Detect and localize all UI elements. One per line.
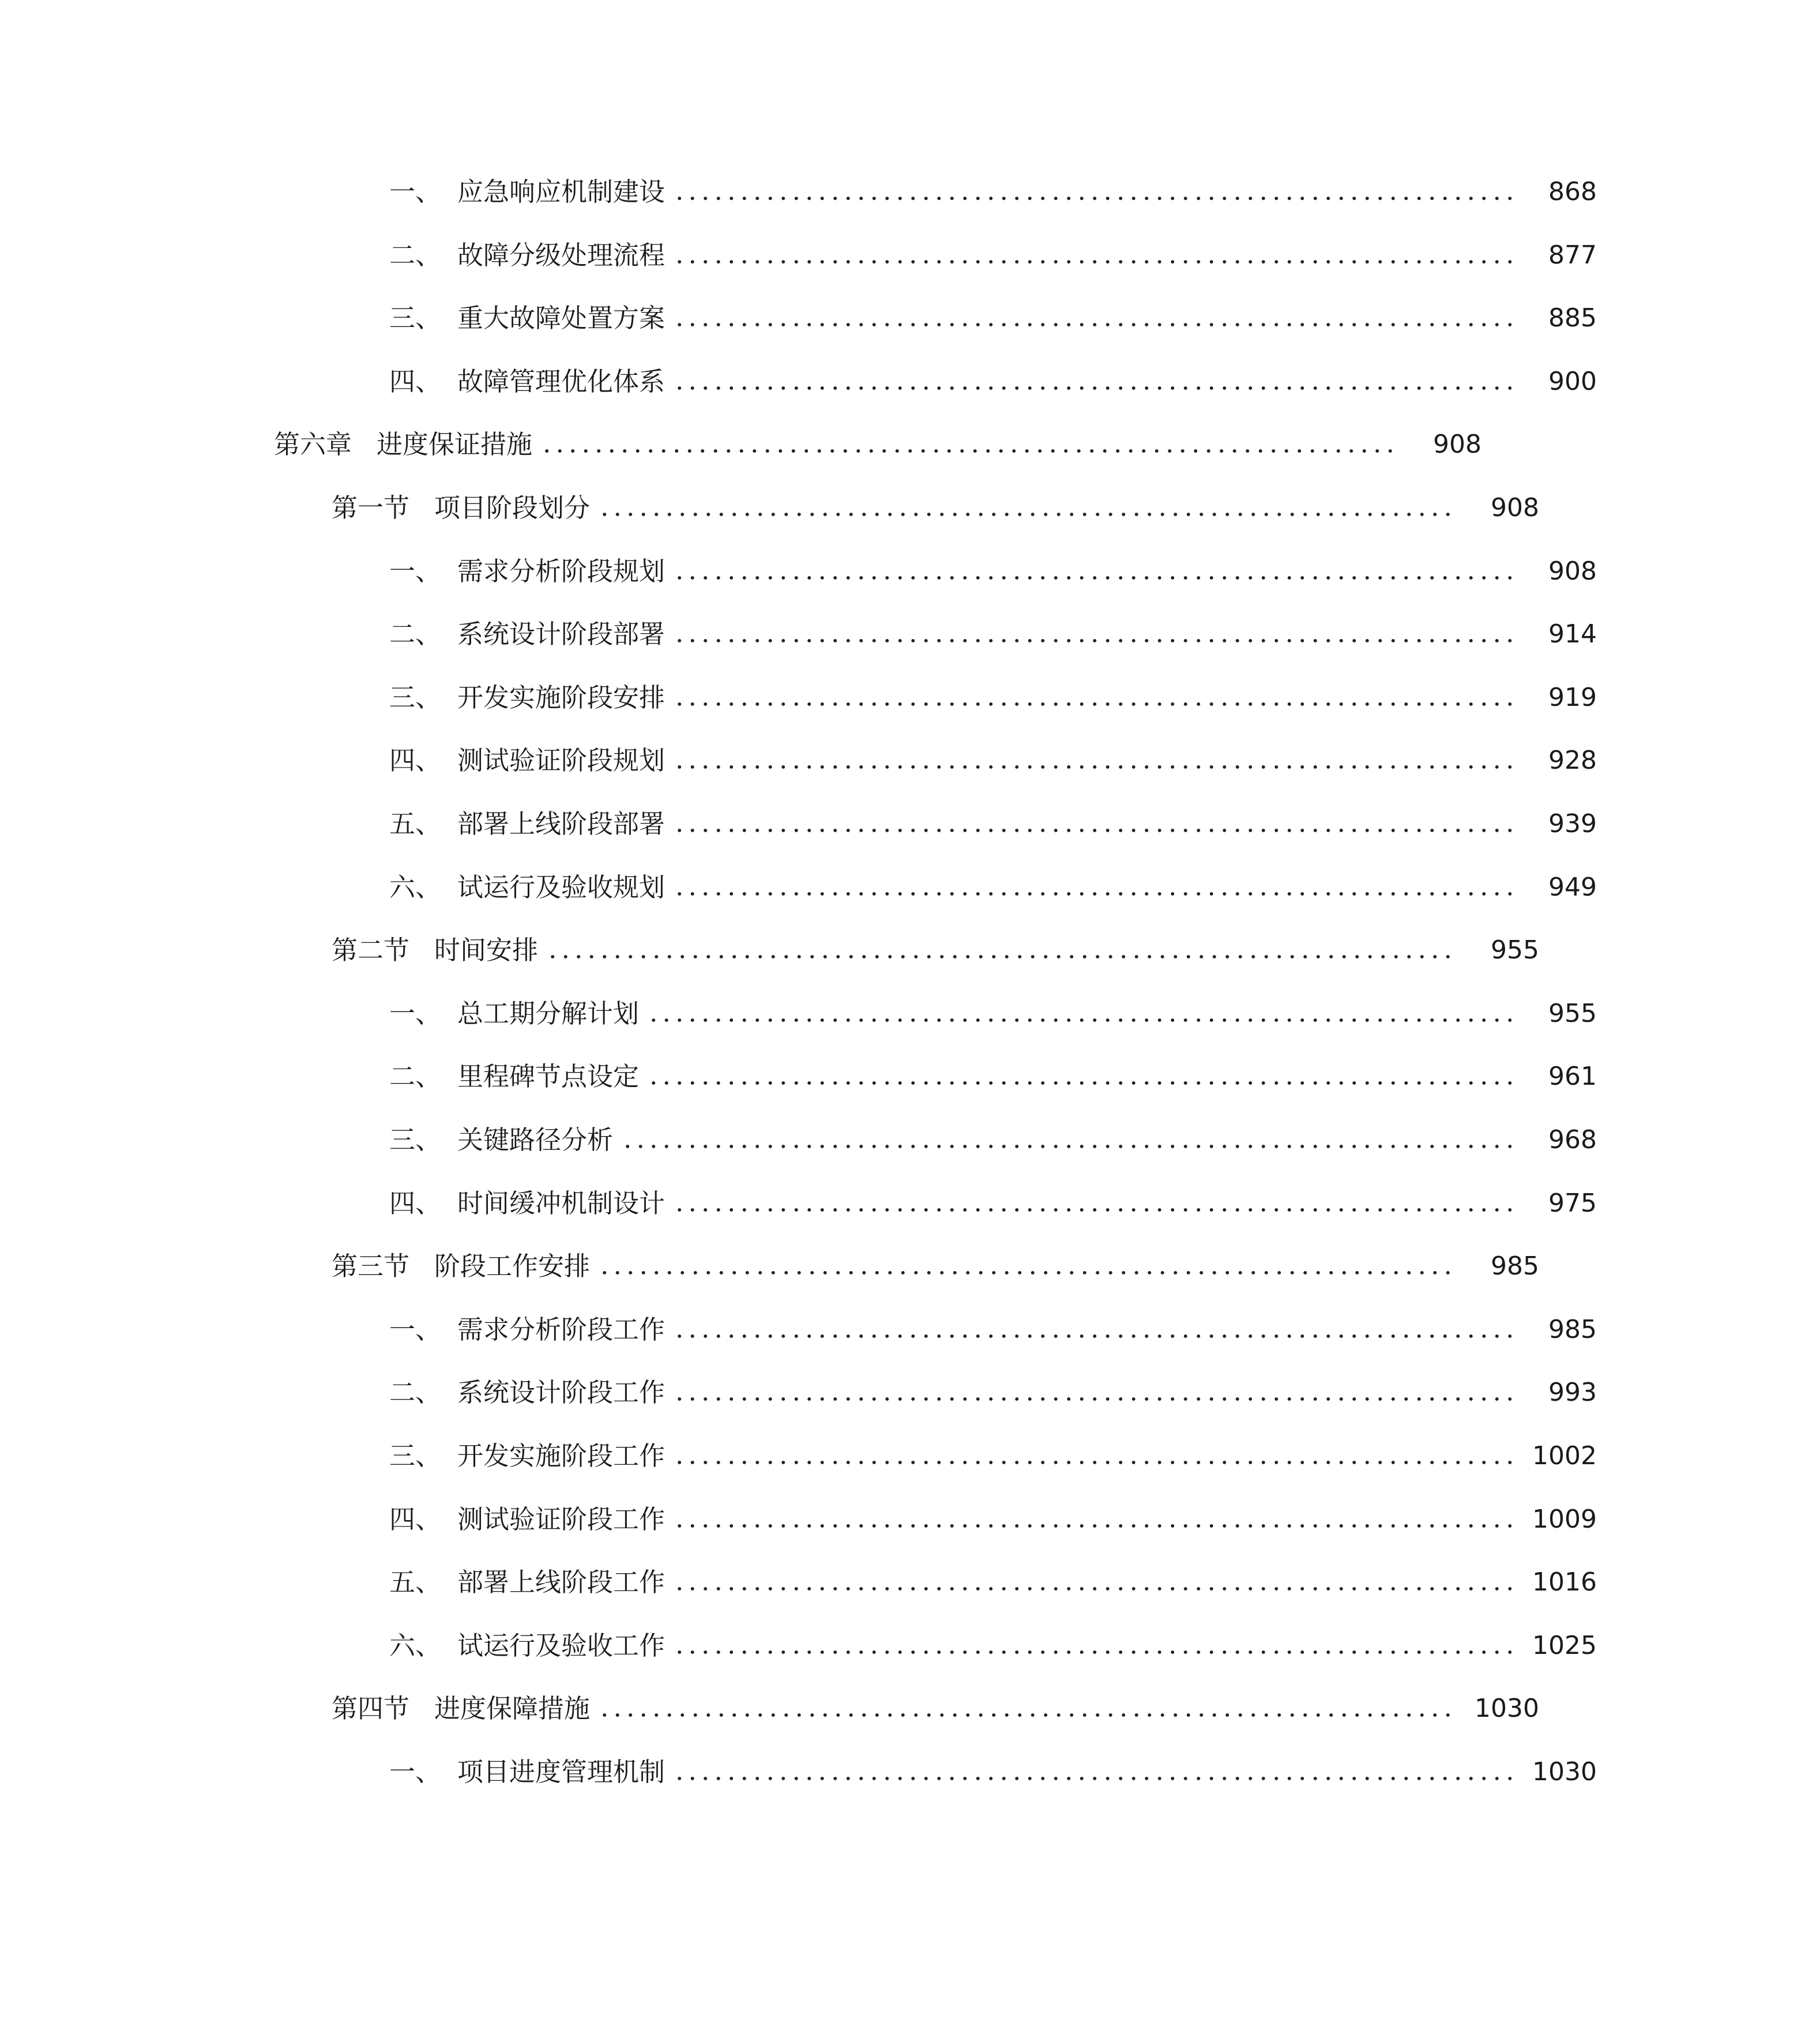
toc-entry-title: 故障分级处理流程 — [457, 240, 665, 270]
dot-leader — [598, 1712, 1459, 1718]
toc-entry-label — [389, 232, 665, 279]
toc-subsection-entry[interactable] — [0, 1749, 1820, 1795]
toc-page-number: 919 — [1548, 683, 1597, 712]
toc-entry-number: 三、 — [389, 1441, 442, 1471]
toc-entry-title: 测试验证阶段规划 — [457, 745, 665, 776]
toc-subsection-entry[interactable] — [0, 295, 1820, 341]
dot-leader — [673, 385, 1517, 391]
toc-page-number: 1016 — [1532, 1567, 1597, 1597]
toc-entry-label — [389, 991, 639, 1037]
dot-leader — [673, 638, 1517, 644]
toc-entry-label — [389, 295, 665, 341]
toc-entry-number: 四、 — [389, 1188, 442, 1219]
toc-subsection-entry[interactable] — [0, 1559, 1820, 1605]
toc-page-number: 900 — [1548, 367, 1597, 396]
toc-section-entry[interactable] — [0, 485, 1762, 531]
toc-entry-number: 六、 — [389, 1630, 442, 1661]
toc-entry-label — [274, 422, 532, 468]
toc-page-number: 955 — [1548, 999, 1597, 1028]
toc-entry-title: 部署上线阶段部署 — [457, 809, 665, 839]
toc-page-number: 985 — [1491, 1251, 1539, 1281]
toc-entry-number: 第二节 — [332, 935, 410, 965]
toc-entry-number: 一、 — [389, 556, 442, 586]
toc-page-number: 908 — [1433, 430, 1481, 459]
toc-entry-label — [332, 1243, 590, 1289]
toc-entry-title: 里程碑节点设定 — [457, 1061, 640, 1092]
dot-leader — [673, 1776, 1517, 1781]
toc-entry-number: 一、 — [389, 998, 442, 1029]
toc-entry-number: 五、 — [389, 1567, 442, 1597]
toc-entry-title: 时间缓冲机制设计 — [457, 1188, 665, 1219]
toc-entry-number: 六、 — [389, 872, 442, 903]
toc-page-number: 975 — [1548, 1189, 1597, 1218]
toc-entry-number: 第一节 — [332, 492, 410, 523]
toc-entry-number: 三、 — [389, 1125, 442, 1155]
toc-entry-label — [389, 675, 665, 721]
toc-entry-title: 系统设计阶段工作 — [457, 1377, 665, 1408]
dot-leader — [673, 1460, 1517, 1465]
toc-entry-title: 开发实施阶段工作 — [457, 1441, 665, 1471]
toc-entry-label — [389, 548, 665, 595]
toc-entry-title: 部署上线阶段工作 — [457, 1567, 665, 1597]
dot-leader — [647, 1080, 1517, 1086]
toc-subsection-entry[interactable] — [0, 801, 1820, 847]
toc-subsection-entry[interactable] — [0, 359, 1820, 405]
toc-entry-label — [389, 1433, 665, 1479]
toc-page-number: 1030 — [1532, 1757, 1597, 1787]
toc-entry-number: 五、 — [389, 809, 442, 839]
toc-page-number: 885 — [1548, 303, 1597, 333]
dot-leader — [673, 764, 1517, 770]
toc-entry-number: 三、 — [389, 682, 442, 713]
toc-subsection-entry[interactable] — [0, 1054, 1820, 1100]
dot-leader — [647, 1017, 1517, 1023]
dot-leader — [673, 891, 1517, 897]
toc-page-number: 1025 — [1532, 1631, 1597, 1660]
toc-entry-label — [389, 1370, 665, 1416]
toc-page-number: 877 — [1548, 240, 1597, 270]
toc-subsection-entry[interactable] — [0, 1180, 1820, 1227]
toc-entry-title: 关键路径分析 — [457, 1125, 614, 1155]
toc-entry-number: 二、 — [389, 1061, 442, 1092]
toc-page-number: 955 — [1491, 935, 1539, 965]
toc-entry-title: 系统设计阶段部署 — [457, 619, 665, 649]
toc-entry-title: 项目阶段划分 — [434, 492, 591, 523]
toc-section-entry[interactable] — [0, 1686, 1762, 1732]
dot-leader — [673, 701, 1517, 707]
toc-entry-number: 一、 — [389, 1314, 442, 1345]
toc-subsection-entry[interactable] — [0, 1496, 1820, 1543]
toc-section-entry[interactable] — [0, 1243, 1762, 1289]
toc-entry-label — [389, 1307, 665, 1353]
toc-entry-title: 时间安排 — [434, 935, 539, 965]
dot-leader — [598, 1270, 1459, 1276]
toc-entry-label — [389, 359, 665, 405]
toc-entry-number: 一、 — [389, 176, 442, 207]
toc-entry-label — [389, 738, 665, 784]
toc-page-number: 939 — [1548, 809, 1597, 838]
toc-section-entry[interactable] — [0, 927, 1762, 973]
toc-entry-title: 需求分析阶段工作 — [457, 1314, 665, 1345]
toc-entry-label — [332, 1686, 590, 1732]
toc-entry-title: 测试验证阶段工作 — [457, 1504, 665, 1535]
toc-entry-number: 二、 — [389, 619, 442, 649]
toc-entry-title: 重大故障处置方案 — [457, 303, 665, 333]
toc-subsection-entry[interactable] — [0, 675, 1820, 721]
toc-entry-label — [389, 1496, 665, 1543]
dot-leader — [673, 1333, 1517, 1339]
dot-leader — [673, 1396, 1517, 1402]
toc-page-number: 908 — [1548, 556, 1597, 586]
toc-entry-title: 故障管理优化体系 — [457, 366, 665, 397]
dot-leader — [673, 259, 1517, 265]
dot-leader — [673, 1586, 1517, 1592]
toc-subsection-entry[interactable] — [0, 1370, 1820, 1416]
toc-entry-title: 阶段工作安排 — [434, 1251, 591, 1281]
toc-entry-label — [389, 1180, 665, 1227]
toc-entry-label — [389, 1749, 665, 1795]
toc-entry-label — [389, 169, 665, 215]
toc-entry-number: 四、 — [389, 366, 442, 397]
toc-page-number: 908 — [1491, 493, 1539, 522]
dot-leader — [673, 575, 1517, 581]
toc-entry-title: 试运行及验收规划 — [457, 872, 665, 903]
toc-page-number: 949 — [1548, 873, 1597, 902]
dot-leader — [598, 512, 1459, 517]
toc-entry-title: 项目进度管理机制 — [457, 1757, 665, 1787]
toc-entry-number: 第六章 — [274, 429, 352, 460]
toc-subsection-entry[interactable] — [0, 1307, 1820, 1353]
toc-entry-label — [389, 801, 665, 847]
toc-entry-number: 第三节 — [332, 1251, 410, 1281]
dot-leader — [673, 1523, 1517, 1529]
toc-subsection-entry[interactable] — [0, 738, 1820, 784]
toc-entry-title: 进度保证措施 — [377, 429, 533, 460]
dot-leader — [673, 1207, 1517, 1213]
toc-entry-title: 开发实施阶段安排 — [457, 682, 665, 713]
toc-subsection-entry[interactable] — [0, 611, 1820, 657]
toc-page-number: 914 — [1548, 619, 1597, 649]
toc-entry-title: 总工期分解计划 — [457, 998, 640, 1029]
dot-leader — [621, 1144, 1517, 1149]
toc-entry-title: 需求分析阶段规划 — [457, 556, 665, 586]
toc-subsection-entry[interactable] — [0, 1623, 1820, 1669]
dot-leader — [673, 195, 1517, 201]
toc-entry-label — [389, 1054, 639, 1100]
dot-leader — [673, 322, 1517, 328]
toc-page-number: 968 — [1548, 1125, 1597, 1155]
toc-page-number: 928 — [1548, 746, 1597, 775]
dot-leader — [673, 1649, 1517, 1655]
toc-entry-title: 应急响应机制建设 — [457, 176, 665, 207]
toc-entry-label — [389, 1623, 665, 1669]
toc-entry-number: 二、 — [389, 1377, 442, 1408]
toc-page-number: 993 — [1548, 1378, 1597, 1407]
toc-subsection-entry[interactable] — [0, 864, 1820, 911]
toc-entry-number: 三、 — [389, 303, 442, 333]
toc-entry-title: 试运行及验收工作 — [457, 1630, 665, 1661]
toc-entry-number: 二、 — [389, 240, 442, 270]
toc-subsection-entry[interactable] — [0, 232, 1820, 279]
toc-subsection-entry[interactable] — [0, 548, 1820, 595]
toc-page-number: 1030 — [1475, 1694, 1539, 1723]
toc-subsection-entry[interactable] — [0, 169, 1820, 215]
toc-entry-title: 进度保障措施 — [434, 1693, 591, 1724]
toc-subsection-entry[interactable] — [0, 991, 1820, 1037]
toc-chapter-entry[interactable] — [0, 422, 1705, 468]
toc-entry-number: 一、 — [389, 1757, 442, 1787]
toc-entry-label — [332, 485, 590, 531]
toc-entry-label — [389, 864, 665, 911]
toc-entry-number: 四、 — [389, 745, 442, 776]
toc-entry-label — [389, 1117, 613, 1163]
dot-leader — [546, 954, 1459, 960]
toc-page-number: 1002 — [1532, 1441, 1597, 1471]
toc-page-number: 985 — [1548, 1315, 1597, 1344]
toc-page-number: 868 — [1548, 177, 1597, 206]
toc-entry-label — [332, 927, 538, 973]
toc-entry-label — [389, 1559, 665, 1605]
toc-page-number: 1009 — [1532, 1505, 1597, 1534]
toc-subsection-entry[interactable] — [0, 1117, 1820, 1163]
dot-leader — [673, 828, 1517, 833]
toc-entry-label — [389, 611, 665, 657]
toc-entry-number: 四、 — [389, 1504, 442, 1535]
toc-page-number: 961 — [1548, 1062, 1597, 1091]
dot-leader — [540, 448, 1401, 454]
toc-subsection-entry[interactable] — [0, 1433, 1820, 1479]
toc-entry-number: 第四节 — [332, 1693, 410, 1724]
